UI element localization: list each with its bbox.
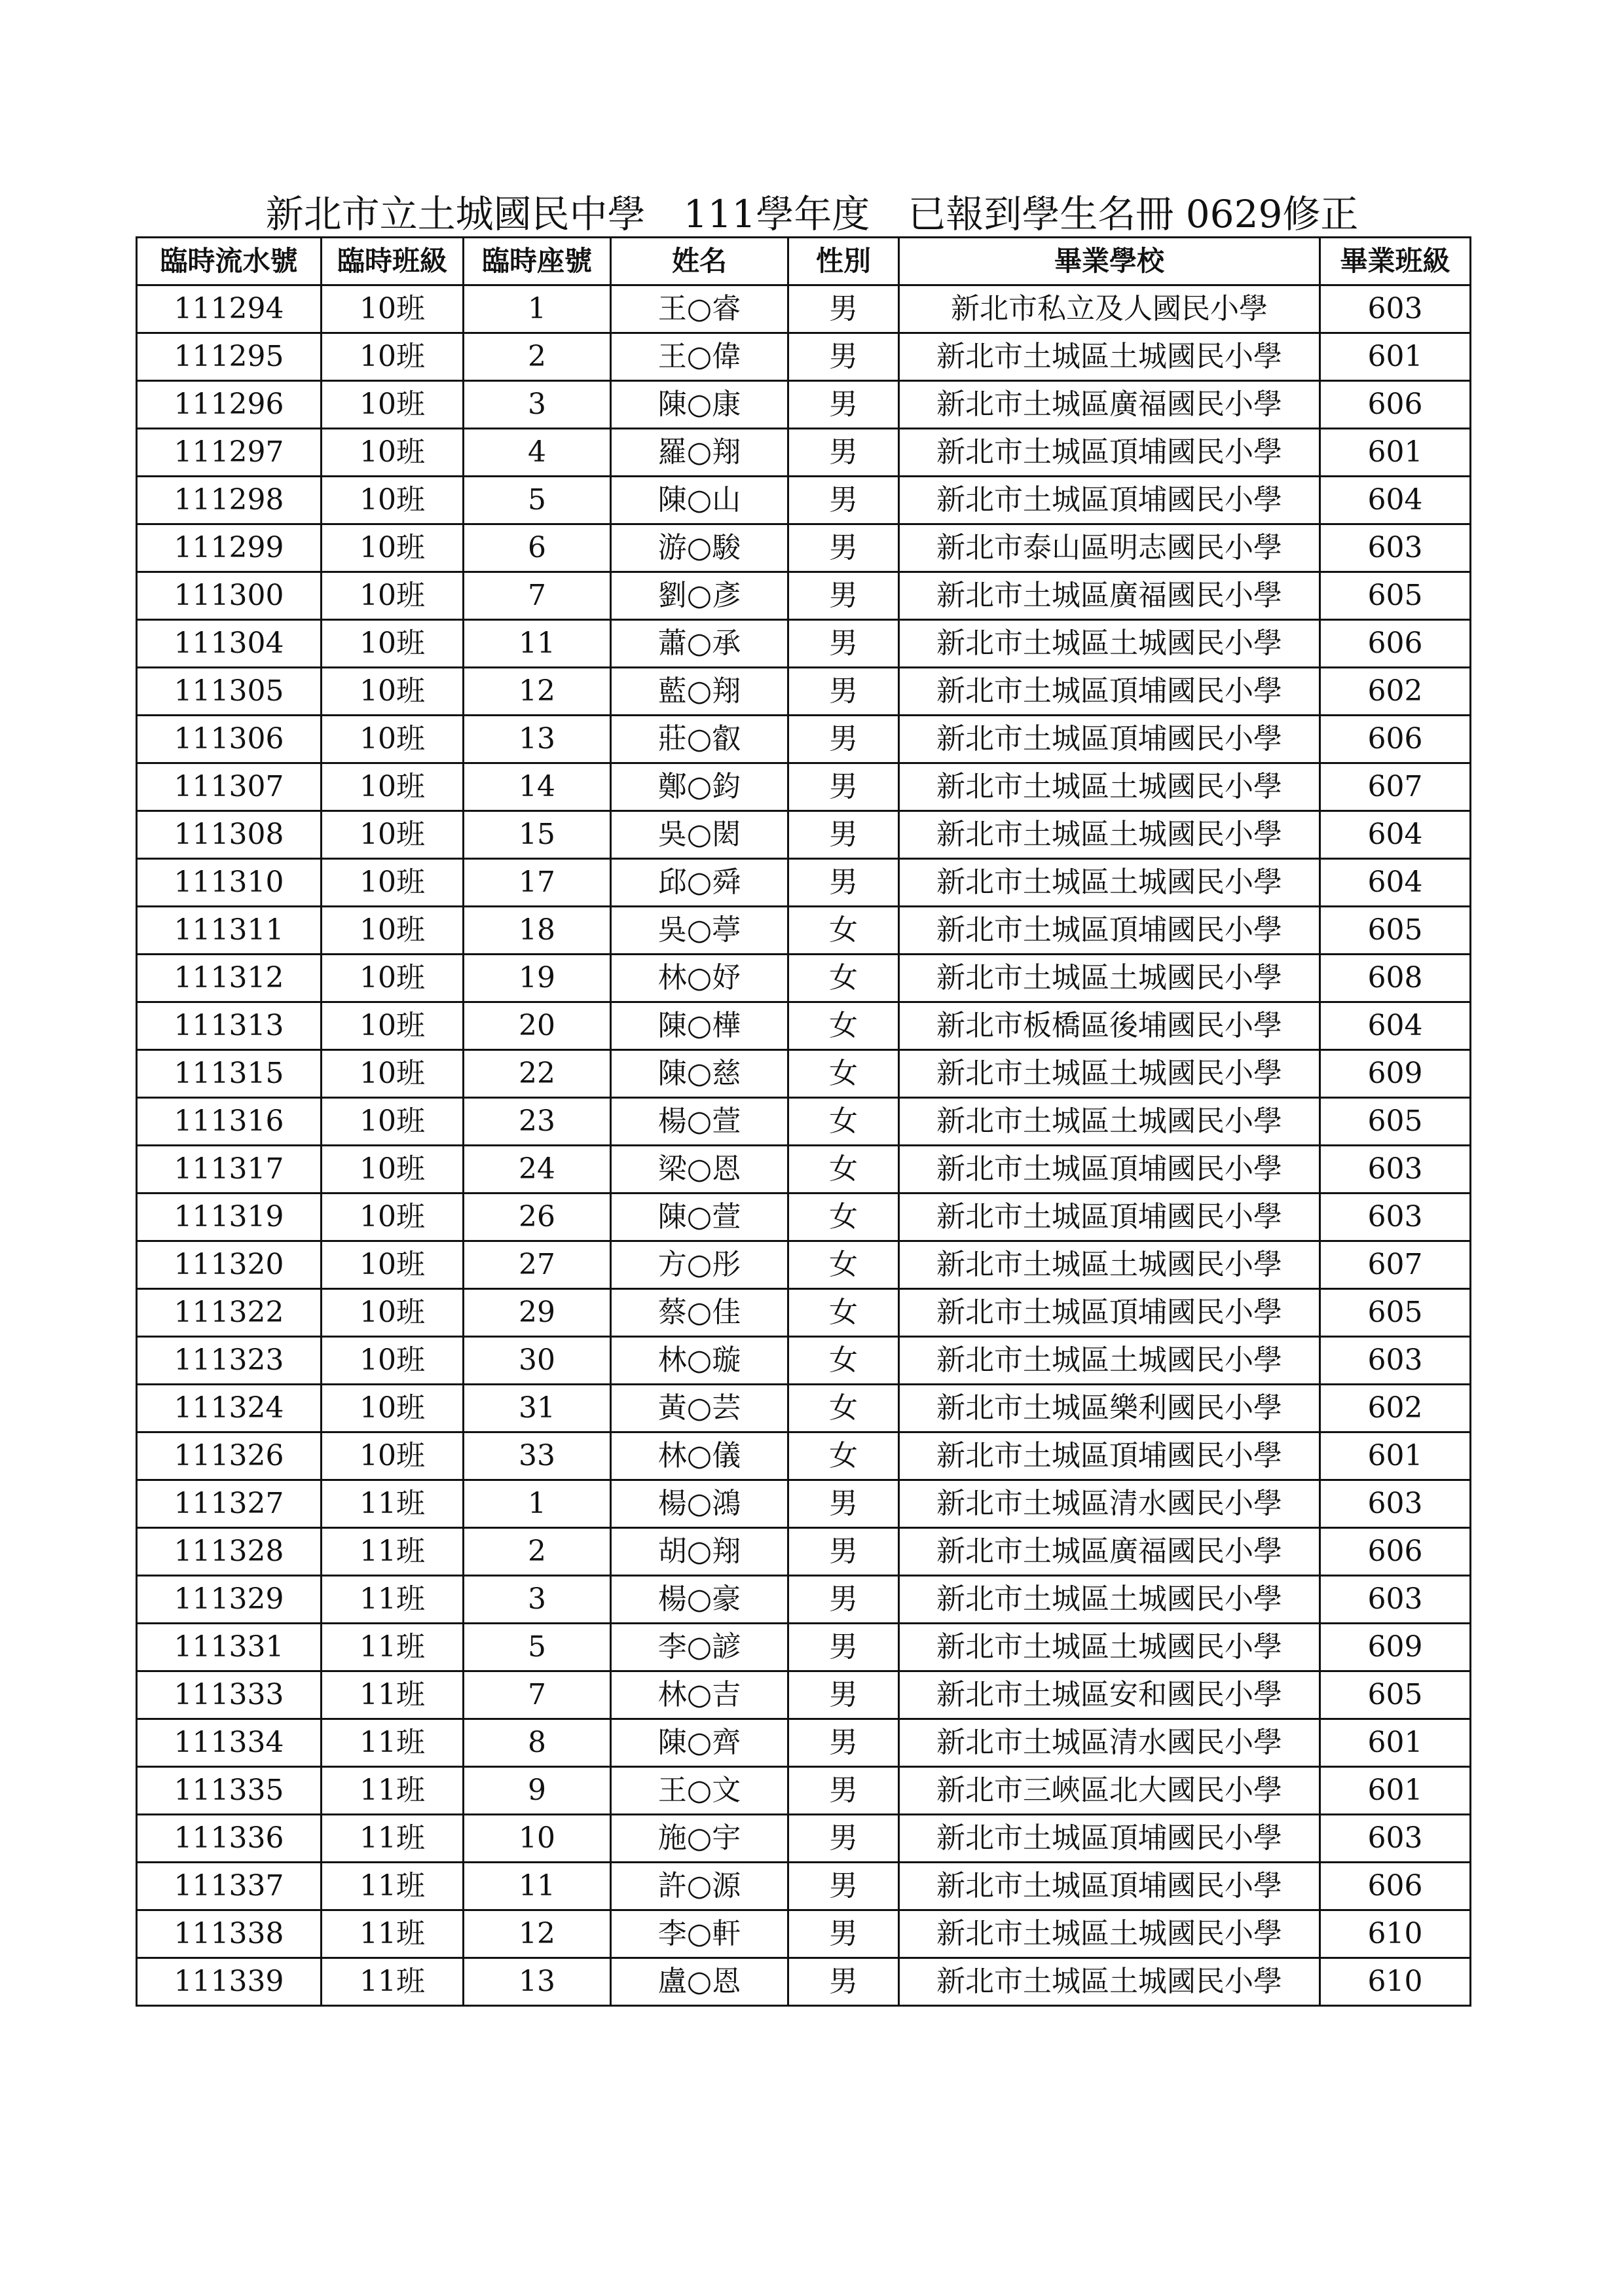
cell-graduated-class: 603: [1320, 1480, 1471, 1528]
cell-temp-class: 10班: [322, 1050, 464, 1098]
table-row: [137, 668, 1471, 716]
cell-temp-class: 10班: [322, 1241, 464, 1289]
table-row: [137, 1146, 1471, 1194]
cell-name: 林○璇: [611, 1337, 788, 1385]
cell-temp-serial: 111306: [137, 716, 322, 763]
cell-graduated-school: 新北市土城區土城國民小學: [899, 1576, 1320, 1624]
cell-temp-seat: 27: [464, 1241, 611, 1289]
cell-name: 陳○萱: [611, 1194, 788, 1241]
cell-name: 邱○舜: [611, 859, 788, 907]
cell-graduated-class: 605: [1320, 1098, 1471, 1146]
table-row: [137, 1767, 1471, 1815]
cell-graduated-school: 新北市土城區廣福國民小學: [899, 381, 1320, 429]
cell-temp-serial: 111328: [137, 1528, 322, 1576]
table-row: [137, 1241, 1471, 1289]
cell-gender: 女: [788, 1050, 899, 1098]
cell-graduated-school: 新北市土城區土城國民小學: [899, 1624, 1320, 1671]
cell-name: 李○軒: [611, 1910, 788, 1958]
cell-graduated-class: 608: [1320, 955, 1471, 1002]
cell-temp-class: 10班: [322, 1146, 464, 1194]
cell-graduated-school: 新北市土城區頂埔國民小學: [899, 716, 1320, 763]
cell-temp-serial: 111339: [137, 1958, 322, 2006]
cell-gender: 男: [788, 859, 899, 907]
cell-gender: 男: [788, 1480, 899, 1528]
table-row: [137, 907, 1471, 955]
cell-gender: 女: [788, 1432, 899, 1480]
cell-gender: 男: [788, 381, 899, 429]
cell-temp-class: 10班: [322, 429, 464, 477]
cell-graduated-school: 新北市土城區土城國民小學: [899, 333, 1320, 381]
cell-graduated-class: 606: [1320, 381, 1471, 429]
cell-graduated-class: 609: [1320, 1624, 1471, 1671]
cell-graduated-class: 610: [1320, 1958, 1471, 2006]
cell-graduated-school: 新北市土城區清水國民小學: [899, 1719, 1320, 1767]
cell-temp-class: 11班: [322, 1958, 464, 2006]
cell-gender: 女: [788, 907, 899, 955]
cell-gender: 男: [788, 1767, 899, 1815]
cell-gender: 男: [788, 1719, 899, 1767]
column-header-gender: 性別: [788, 238, 899, 285]
cell-temp-serial: 111298: [137, 477, 322, 524]
cell-gender: 男: [788, 524, 899, 572]
cell-graduated-class: 603: [1320, 1194, 1471, 1241]
cell-gender: 男: [788, 429, 899, 477]
cell-gender: 女: [788, 1098, 899, 1146]
cell-temp-seat: 23: [464, 1098, 611, 1146]
table-row: [137, 572, 1471, 620]
cell-temp-serial: 111312: [137, 955, 322, 1002]
column-header-name: 姓名: [611, 238, 788, 285]
cell-temp-seat: 20: [464, 1002, 611, 1050]
cell-temp-serial: 111335: [137, 1767, 322, 1815]
cell-temp-serial: 111324: [137, 1385, 322, 1432]
table-row: [137, 763, 1471, 811]
cell-temp-seat: 7: [464, 572, 611, 620]
cell-gender: 女: [788, 955, 899, 1002]
cell-temp-serial: 111311: [137, 907, 322, 955]
cell-temp-class: 10班: [322, 811, 464, 859]
column-header-graduated-school: 畢業學校: [899, 238, 1320, 285]
cell-graduated-class: 606: [1320, 620, 1471, 668]
cell-temp-class: 10班: [322, 1337, 464, 1385]
cell-graduated-school: 新北市板橋區後埔國民小學: [899, 1002, 1320, 1050]
cell-temp-seat: 11: [464, 1863, 611, 1910]
cell-graduated-school: 新北市土城區樂利國民小學: [899, 1385, 1320, 1432]
cell-temp-serial: 111305: [137, 668, 322, 716]
cell-temp-class: 10班: [322, 1002, 464, 1050]
table-row: [137, 1671, 1471, 1719]
cell-graduated-class: 604: [1320, 859, 1471, 907]
cell-gender: 男: [788, 620, 899, 668]
table-row: [137, 524, 1471, 572]
cell-graduated-class: 606: [1320, 716, 1471, 763]
cell-graduated-school: 新北市土城區頂埔國民小學: [899, 429, 1320, 477]
cell-graduated-class: 605: [1320, 907, 1471, 955]
table-row: [137, 429, 1471, 477]
cell-temp-serial: 111319: [137, 1194, 322, 1241]
cell-temp-class: 10班: [322, 381, 464, 429]
table-row: [137, 285, 1471, 333]
cell-temp-serial: 111307: [137, 763, 322, 811]
cell-temp-serial: 111329: [137, 1576, 322, 1624]
cell-graduated-school: 新北市土城區頂埔國民小學: [899, 1289, 1320, 1337]
cell-graduated-class: 602: [1320, 668, 1471, 716]
cell-gender: 男: [788, 716, 899, 763]
cell-temp-serial: 111299: [137, 524, 322, 572]
cell-temp-class: 11班: [322, 1910, 464, 1958]
cell-temp-seat: 9: [464, 1767, 611, 1815]
cell-gender: 男: [788, 1958, 899, 2006]
cell-temp-seat: 4: [464, 429, 611, 477]
cell-gender: 男: [788, 477, 899, 524]
cell-graduated-school: 新北市土城區土城國民小學: [899, 1241, 1320, 1289]
cell-temp-class: 11班: [322, 1528, 464, 1576]
cell-gender: 男: [788, 333, 899, 381]
document-title: 新北市立土城國民中學 111學年度 已報到學生名冊 0629修正: [265, 192, 1359, 236]
cell-temp-seat: 30: [464, 1337, 611, 1385]
table-row: [137, 620, 1471, 668]
cell-temp-seat: 6: [464, 524, 611, 572]
cell-graduated-class: 610: [1320, 1910, 1471, 1958]
cell-gender: 男: [788, 285, 899, 333]
cell-graduated-class: 604: [1320, 1002, 1471, 1050]
cell-temp-serial: 111310: [137, 859, 322, 907]
table-row: [137, 1098, 1471, 1146]
cell-graduated-school: 新北市泰山區明志國民小學: [899, 524, 1320, 572]
cell-graduated-class: 601: [1320, 1432, 1471, 1480]
cell-temp-class: 10班: [322, 1194, 464, 1241]
cell-temp-class: 11班: [322, 1863, 464, 1910]
cell-temp-class: 10班: [322, 907, 464, 955]
table-row: [137, 1719, 1471, 1767]
cell-name: 林○妤: [611, 955, 788, 1002]
cell-temp-seat: 2: [464, 333, 611, 381]
cell-temp-serial: 111315: [137, 1050, 322, 1098]
table-header-row: [137, 238, 1471, 285]
cell-temp-seat: 8: [464, 1719, 611, 1767]
cell-temp-seat: 5: [464, 1624, 611, 1671]
cell-temp-class: 11班: [322, 1576, 464, 1624]
cell-name: 王○睿: [611, 285, 788, 333]
cell-gender: 男: [788, 1815, 899, 1863]
cell-graduated-class: 607: [1320, 763, 1471, 811]
table-row: [137, 1337, 1471, 1385]
cell-temp-class: 11班: [322, 1719, 464, 1767]
cell-gender: 男: [788, 1528, 899, 1576]
cell-temp-serial: 111331: [137, 1624, 322, 1671]
cell-temp-serial: 111322: [137, 1289, 322, 1337]
cell-graduated-class: 603: [1320, 1815, 1471, 1863]
cell-name: 林○吉: [611, 1671, 788, 1719]
cell-temp-class: 10班: [322, 668, 464, 716]
cell-name: 陳○山: [611, 477, 788, 524]
cell-temp-class: 10班: [322, 1385, 464, 1432]
cell-graduated-school: 新北市土城區頂埔國民小學: [899, 1194, 1320, 1241]
cell-temp-class: 10班: [322, 477, 464, 524]
cell-graduated-school: 新北市土城區廣福國民小學: [899, 572, 1320, 620]
cell-graduated-school: 新北市土城區土城國民小學: [899, 1337, 1320, 1385]
cell-graduated-class: 601: [1320, 429, 1471, 477]
cell-temp-serial: 111333: [137, 1671, 322, 1719]
cell-gender: 女: [788, 1289, 899, 1337]
cell-temp-serial: 111320: [137, 1241, 322, 1289]
cell-name: 游○駿: [611, 524, 788, 572]
cell-graduated-school: 新北市私立及人國民小學: [899, 285, 1320, 333]
cell-graduated-school: 新北市土城區頂埔國民小學: [899, 1146, 1320, 1194]
table-row: [137, 1863, 1471, 1910]
cell-temp-serial: 111300: [137, 572, 322, 620]
table-row: [137, 1002, 1471, 1050]
cell-temp-serial: 111304: [137, 620, 322, 668]
cell-gender: 女: [788, 1385, 899, 1432]
table-row: [137, 859, 1471, 907]
table-row: [137, 1576, 1471, 1624]
cell-name: 蕭○承: [611, 620, 788, 668]
cell-temp-serial: 111313: [137, 1002, 322, 1050]
cell-graduated-school: 新北市土城區頂埔國民小學: [899, 1432, 1320, 1480]
column-header-temp-seat: 臨時座號: [464, 238, 611, 285]
column-header-graduated-class: 畢業班級: [1320, 238, 1471, 285]
cell-graduated-class: 601: [1320, 1719, 1471, 1767]
table-row: [137, 811, 1471, 859]
cell-graduated-class: 603: [1320, 1146, 1471, 1194]
cell-temp-seat: 15: [464, 811, 611, 859]
cell-graduated-class: 609: [1320, 1050, 1471, 1098]
cell-temp-class: 10班: [322, 859, 464, 907]
cell-gender: 男: [788, 1671, 899, 1719]
table-row: [137, 1194, 1471, 1241]
cell-graduated-school: 新北市三峽區北大國民小學: [899, 1767, 1320, 1815]
cell-gender: 女: [788, 1241, 899, 1289]
cell-temp-serial: 111295: [137, 333, 322, 381]
cell-temp-serial: 111316: [137, 1098, 322, 1146]
cell-gender: 女: [788, 1194, 899, 1241]
cell-name: 李○諺: [611, 1624, 788, 1671]
cell-temp-seat: 14: [464, 763, 611, 811]
table-row: [137, 1432, 1471, 1480]
cell-temp-serial: 111338: [137, 1910, 322, 1958]
cell-name: 鄭○鈞: [611, 763, 788, 811]
cell-graduated-class: 603: [1320, 524, 1471, 572]
cell-name: 莊○叡: [611, 716, 788, 763]
cell-graduated-class: 605: [1320, 1289, 1471, 1337]
cell-graduated-school: 新北市土城區土城國民小學: [899, 1958, 1320, 2006]
table-row: [137, 1289, 1471, 1337]
cell-gender: 男: [788, 1863, 899, 1910]
cell-graduated-school: 新北市土城區頂埔國民小學: [899, 907, 1320, 955]
column-header-temp-serial: 臨時流水號: [137, 238, 322, 285]
cell-name: 吳○閎: [611, 811, 788, 859]
cell-name: 方○彤: [611, 1241, 788, 1289]
cell-gender: 男: [788, 1910, 899, 1958]
cell-temp-class: 10班: [322, 524, 464, 572]
cell-graduated-class: 603: [1320, 1337, 1471, 1385]
cell-temp-seat: 22: [464, 1050, 611, 1098]
cell-temp-serial: 111337: [137, 1863, 322, 1910]
cell-temp-class: 10班: [322, 333, 464, 381]
cell-temp-seat: 1: [464, 285, 611, 333]
cell-name: 楊○鴻: [611, 1480, 788, 1528]
table-row: [137, 1385, 1471, 1432]
cell-temp-class: 10班: [322, 285, 464, 333]
cell-temp-seat: 31: [464, 1385, 611, 1432]
cell-graduated-class: 607: [1320, 1241, 1471, 1289]
cell-name: 王○文: [611, 1767, 788, 1815]
cell-name: 楊○豪: [611, 1576, 788, 1624]
cell-name: 施○宇: [611, 1815, 788, 1863]
cell-graduated-class: 605: [1320, 1671, 1471, 1719]
cell-gender: 女: [788, 1002, 899, 1050]
cell-temp-seat: 29: [464, 1289, 611, 1337]
cell-name: 陳○齊: [611, 1719, 788, 1767]
cell-temp-serial: 111336: [137, 1815, 322, 1863]
cell-temp-seat: 10: [464, 1815, 611, 1863]
cell-temp-seat: 26: [464, 1194, 611, 1241]
cell-graduated-class: 606: [1320, 1528, 1471, 1576]
cell-temp-class: 10班: [322, 1289, 464, 1337]
cell-temp-seat: 5: [464, 477, 611, 524]
table-row: [137, 955, 1471, 1002]
cell-temp-serial: 111326: [137, 1432, 322, 1480]
cell-graduated-school: 新北市土城區清水國民小學: [899, 1480, 1320, 1528]
cell-temp-seat: 13: [464, 716, 611, 763]
cell-temp-serial: 111317: [137, 1146, 322, 1194]
cell-gender: 男: [788, 572, 899, 620]
table-row: [137, 1910, 1471, 1958]
cell-temp-class: 10班: [322, 1432, 464, 1480]
cell-gender: 男: [788, 811, 899, 859]
table-row: [137, 477, 1471, 524]
cell-temp-seat: 19: [464, 955, 611, 1002]
cell-graduated-school: 新北市土城區土城國民小學: [899, 1050, 1320, 1098]
cell-graduated-class: 601: [1320, 333, 1471, 381]
cell-name: 楊○萱: [611, 1098, 788, 1146]
cell-gender: 女: [788, 1337, 899, 1385]
cell-temp-seat: 33: [464, 1432, 611, 1480]
cell-temp-class: 10班: [322, 763, 464, 811]
cell-temp-serial: 111334: [137, 1719, 322, 1767]
cell-temp-seat: 11: [464, 620, 611, 668]
cell-name: 陳○樺: [611, 1002, 788, 1050]
table-row: [137, 1480, 1471, 1528]
table-row: [137, 1958, 1471, 2006]
cell-gender: 男: [788, 763, 899, 811]
cell-graduated-school: 新北市土城區頂埔國民小學: [899, 1815, 1320, 1863]
cell-temp-seat: 7: [464, 1671, 611, 1719]
cell-temp-seat: 13: [464, 1958, 611, 2006]
table-row: [137, 1050, 1471, 1098]
cell-temp-serial: 111308: [137, 811, 322, 859]
cell-graduated-class: 603: [1320, 1576, 1471, 1624]
cell-graduated-school: 新北市土城區土城國民小學: [899, 1098, 1320, 1146]
cell-temp-class: 10班: [322, 620, 464, 668]
cell-graduated-school: 新北市土城區廣福國民小學: [899, 1528, 1320, 1576]
cell-temp-seat: 24: [464, 1146, 611, 1194]
table-row: [137, 333, 1471, 381]
cell-temp-seat: 17: [464, 859, 611, 907]
cell-gender: 男: [788, 1624, 899, 1671]
cell-graduated-class: 606: [1320, 1863, 1471, 1910]
cell-graduated-school: 新北市土城區頂埔國民小學: [899, 668, 1320, 716]
cell-temp-class: 11班: [322, 1767, 464, 1815]
cell-temp-class: 10班: [322, 1098, 464, 1146]
cell-temp-class: 11班: [322, 1671, 464, 1719]
table-row: [137, 1624, 1471, 1671]
cell-graduated-school: 新北市土城區土城國民小學: [899, 955, 1320, 1002]
cell-graduated-school: 新北市土城區土城國民小學: [899, 859, 1320, 907]
cell-graduated-class: 604: [1320, 811, 1471, 859]
cell-temp-serial: 111323: [137, 1337, 322, 1385]
cell-name: 胡○翔: [611, 1528, 788, 1576]
cell-temp-class: 10班: [322, 955, 464, 1002]
cell-temp-serial: 111294: [137, 285, 322, 333]
cell-temp-seat: 1: [464, 1480, 611, 1528]
cell-graduated-school: 新北市土城區土城國民小學: [899, 763, 1320, 811]
cell-graduated-class: 603: [1320, 285, 1471, 333]
cell-name: 藍○翔: [611, 668, 788, 716]
cell-name: 盧○恩: [611, 1958, 788, 2006]
cell-graduated-class: 605: [1320, 572, 1471, 620]
cell-name: 羅○翔: [611, 429, 788, 477]
cell-temp-serial: 111297: [137, 429, 322, 477]
cell-graduated-school: 新北市土城區頂埔國民小學: [899, 477, 1320, 524]
cell-name: 許○源: [611, 1863, 788, 1910]
cell-temp-class: 10班: [322, 572, 464, 620]
cell-temp-seat: 12: [464, 668, 611, 716]
cell-name: 蔡○佳: [611, 1289, 788, 1337]
cell-temp-seat: 18: [464, 907, 611, 955]
cell-graduated-school: 新北市土城區土城國民小學: [899, 620, 1320, 668]
cell-temp-seat: 3: [464, 1576, 611, 1624]
cell-temp-serial: 111327: [137, 1480, 322, 1528]
table-row: [137, 716, 1471, 763]
cell-graduated-class: 602: [1320, 1385, 1471, 1432]
cell-graduated-class: 604: [1320, 477, 1471, 524]
cell-gender: 男: [788, 1576, 899, 1624]
column-header-temp-class: 臨時班級: [322, 238, 464, 285]
table-row: [137, 1815, 1471, 1863]
cell-temp-class: 11班: [322, 1480, 464, 1528]
cell-name: 林○儀: [611, 1432, 788, 1480]
cell-name: 陳○慈: [611, 1050, 788, 1098]
cell-name: 劉○彥: [611, 572, 788, 620]
cell-temp-seat: 3: [464, 381, 611, 429]
cell-temp-seat: 12: [464, 1910, 611, 1958]
cell-temp-class: 10班: [322, 716, 464, 763]
cell-name: 陳○康: [611, 381, 788, 429]
cell-temp-seat: 2: [464, 1528, 611, 1576]
cell-name: 黃○芸: [611, 1385, 788, 1432]
cell-graduated-school: 新北市土城區頂埔國民小學: [899, 1863, 1320, 1910]
cell-temp-class: 11班: [322, 1624, 464, 1671]
cell-name: 吳○葶: [611, 907, 788, 955]
cell-name: 王○偉: [611, 333, 788, 381]
table-row: [137, 1528, 1471, 1576]
cell-graduated-class: 601: [1320, 1767, 1471, 1815]
student-roster-table: [136, 236, 1471, 2007]
cell-gender: 男: [788, 668, 899, 716]
cell-gender: 女: [788, 1146, 899, 1194]
cell-graduated-school: 新北市土城區安和國民小學: [899, 1671, 1320, 1719]
cell-temp-class: 11班: [322, 1815, 464, 1863]
cell-name: 梁○恩: [611, 1146, 788, 1194]
cell-graduated-school: 新北市土城區土城國民小學: [899, 811, 1320, 859]
cell-graduated-school: 新北市土城區土城國民小學: [899, 1910, 1320, 1958]
cell-temp-serial: 111296: [137, 381, 322, 429]
table-row: [137, 381, 1471, 429]
